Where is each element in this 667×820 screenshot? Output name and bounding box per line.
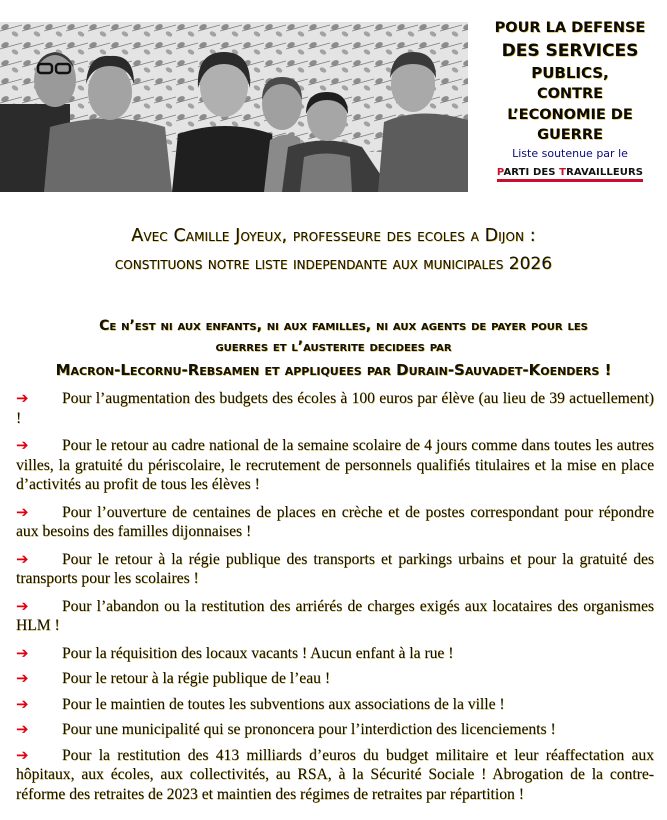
red-arrow-icon: ➔: [16, 389, 29, 407]
candidates-group-photo: [0, 22, 468, 192]
slogan-line: DES SERVICES: [501, 40, 639, 61]
slogan-line: POUR LA DEFENSE: [494, 20, 646, 36]
subtitle-block: [0, 316, 667, 382]
demand-item: [16, 720, 654, 740]
red-arrow-icon: ➔: [16, 694, 29, 713]
demand-text: Pour le retour à la régie publique de l’eau !: [62, 670, 331, 687]
demand-text: Pour l’abandon ou la restitution des arriérés de charges exigés aux locataires des organismes HLM !: [16, 597, 654, 634]
red-arrow-icon: ➔: [16, 720, 29, 738]
demand-text: Pour la restitution des 413 milliards d’euros du budget militaire et leur réaffectation aux hôpitaux, aux écoles, aux collectivités, au RSA, à la Sécurité Sociale ! Abrogation de la contre-réforme des retraites de 2023 et maintien des régimes de retraites par répartition !: [16, 746, 654, 803]
slogan-block: [476, 16, 664, 182]
demand-text: Pour le retour à la régie publique des transports et parkings urbains et pour la gratuité des transports pour les scolaires !: [16, 550, 654, 587]
demand-text: Pour l’augmentation des budgets des écoles à 100 euros par élève (au lieu de 39 actuellement) !: [16, 390, 654, 427]
party-name-part: ARTI DES: [503, 166, 560, 178]
demand-item: [16, 436, 654, 495]
party-logo: [497, 167, 643, 182]
demand-item: [16, 669, 654, 689]
demand-item: [16, 644, 654, 664]
red-arrow-icon: ➔: [16, 549, 29, 568]
page-title: [0, 222, 667, 278]
demand-item: [16, 503, 654, 542]
demand-item: [16, 597, 654, 636]
demand-item: [16, 389, 654, 428]
demand-text: Pour l’ouverture de centaines de places en crèche et de postes correspondant pour répondre aux besoins des familles dijonnaises !: [16, 503, 654, 540]
demand-text: Pour le maintien de toutes les subventions aux associations de la ville !: [62, 695, 505, 713]
red-arrow-icon: ➔: [16, 436, 29, 454]
party-initial-t: T: [559, 166, 567, 178]
red-arrow-icon: ➔: [16, 502, 29, 521]
red-arrow-icon: ➔: [16, 643, 29, 662]
red-arrow-icon: ➔: [16, 745, 29, 764]
subtitle-line-3: Macron-Lecornu-Rebsamen et appliquees par Durain-Sauvadet-Koenders !: [55, 361, 612, 379]
slogan-line: CONTRE: [536, 86, 604, 102]
title-line-1: Avec Camille Joyeux, professeure des ecoles a Dijon :: [131, 226, 536, 246]
slogan-line: PUBLICS,: [531, 63, 609, 82]
subtitle-line-1: Ce n’est ni aux enfants, ni aux familles, ni aux agents de payer pour les: [99, 318, 588, 334]
title-line-2: constituons notre liste independante aux municipales 2026: [114, 254, 553, 274]
slogan-line: L’ECONOMIE DE: [507, 106, 633, 123]
red-arrow-icon: ➔: [16, 596, 29, 615]
demand-text: Pour le retour au cadre national de la semaine scolaire de 4 jours comme dans toutes les autres villes, la gratuité du périscolaire, le recrutement de personnels qualifiés titulaires et la mise en place d’activités au profit de tous les élèves !: [16, 437, 654, 493]
party-initial-p: P: [496, 166, 504, 178]
demand-item: [16, 746, 654, 805]
group-photo-illustration: [0, 22, 468, 192]
demands-list: [16, 389, 654, 804]
party-name-part: RAVAILLEURS: [566, 166, 644, 178]
red-arrow-icon: ➔: [16, 669, 29, 687]
demand-text: Pour une municipalité qui se prononcera pour l’interdiction des licenciements !: [62, 721, 556, 738]
subtitle-line-2: guerres et l’austerite decidees par: [215, 339, 452, 355]
demand-text: Pour la réquisition des locaux vacants ! Aucun enfant à la rue !: [62, 644, 454, 662]
slogan-line: GUERRE: [537, 127, 603, 144]
demand-item: [16, 550, 654, 589]
demand-item: [16, 695, 654, 715]
support-text: Liste soutenue par le: [512, 146, 628, 160]
